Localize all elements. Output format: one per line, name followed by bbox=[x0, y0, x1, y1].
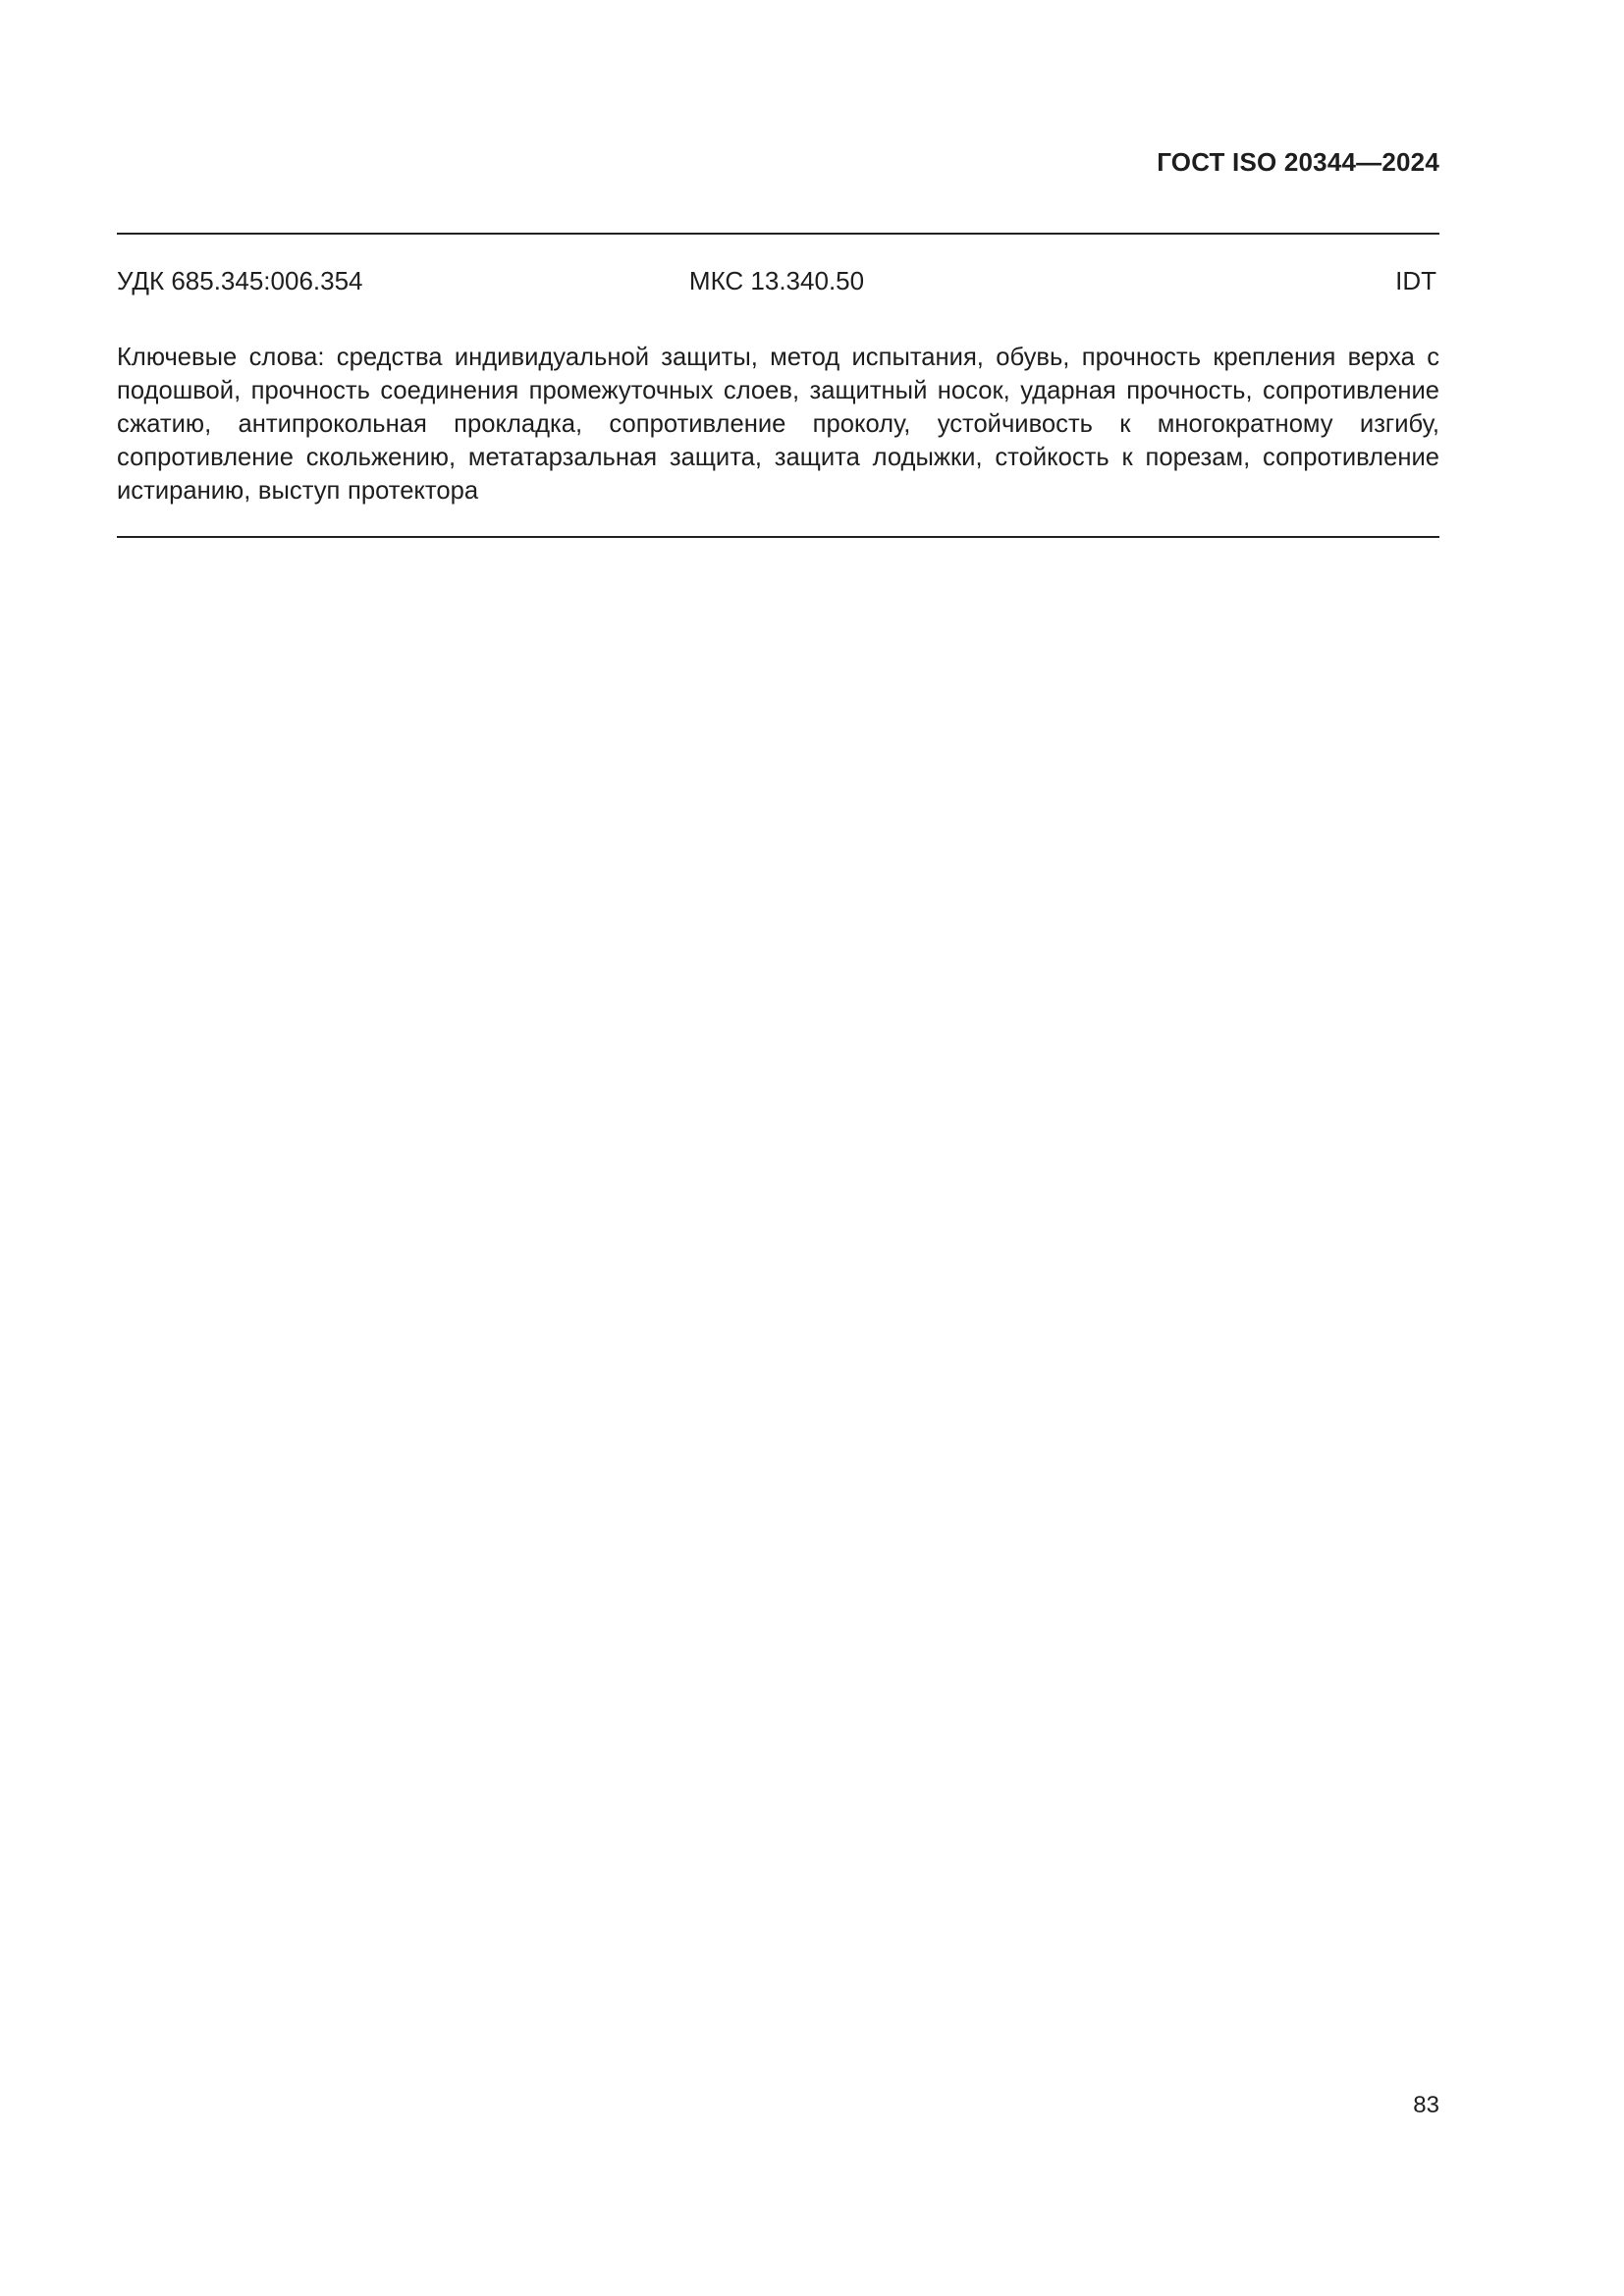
keywords-paragraph: Ключевые слова: средства индивидуальной защиты, метод испытания, обувь, прочность крепления верха с подошвой, прочность соединения промежуточных слоев, защитный носок, ударная прочность, сопротивление сжатию, антипрокольная прокладка, сопротивление проколу, устойчивость к многократному изгибу, сопротивление скольжению, метатарзальная защита, защита лодыжки, стойкость к порезам, сопротивление истиранию, выступ протектора bbox=[117, 344, 1439, 505]
classification-row bbox=[117, 266, 1436, 299]
document-code: ГОСТ ISO 20344—2024 bbox=[1157, 147, 1439, 177]
page-number: 83 bbox=[1413, 2092, 1439, 2118]
correspondence-degree: IDT bbox=[1395, 266, 1436, 295]
top-divider bbox=[117, 233, 1439, 235]
mks-code: МКС 13.340.50 bbox=[688, 266, 865, 295]
udk-code: УДК 685.345:006.354 bbox=[117, 266, 363, 295]
bottom-divider bbox=[117, 536, 1439, 538]
